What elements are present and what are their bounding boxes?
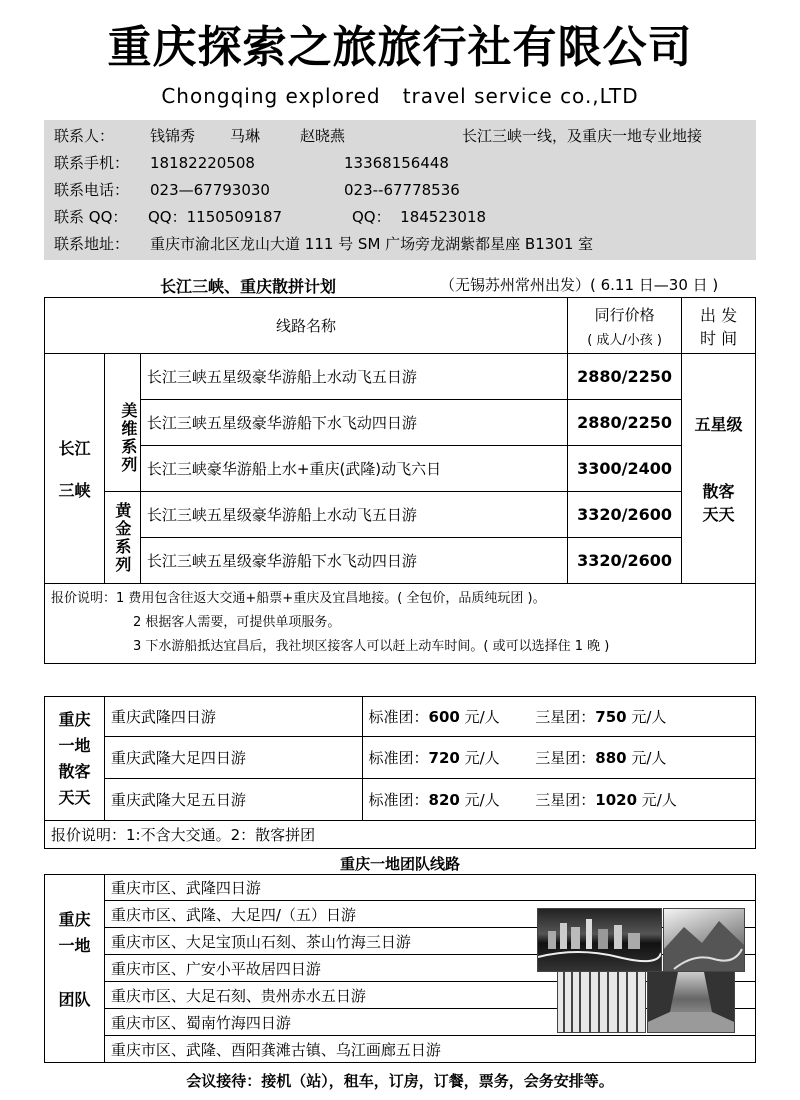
unit: 元/人 <box>459 791 500 809</box>
unit: 元/人 <box>626 749 667 767</box>
city-night-photo <box>537 908 662 972</box>
unit: 元/人 <box>626 708 667 726</box>
star-label: 三星团： <box>535 708 596 726</box>
star-price: 880 <box>595 749 627 767</box>
mountain-icon <box>664 909 744 971</box>
city-skyline-icon <box>538 909 661 971</box>
footer-services: 会议接待：接机（站），租车，订房，订餐，票务，会务安排等。 <box>186 1072 614 1090</box>
contact-person-1: 钱锦秀 <box>150 127 196 145</box>
std-price: 600 <box>428 708 460 726</box>
std-label: 标准团： <box>368 791 429 809</box>
river-gorge-photo <box>647 971 735 1033</box>
list-item: 重庆市区、武隆、酉阳龚滩古镇、乌江画廊五日游 <box>104 1036 755 1063</box>
gorge-icon <box>648 972 734 1032</box>
contact-person-label: 联系人： <box>54 127 115 145</box>
contact-qq-label: 联系 QQ： <box>54 208 128 226</box>
note-2: 2 根据客人需要，可提供单项服务。 <box>133 615 341 630</box>
section2-note: 报价说明：1:不含大交通。2：散客拼团 <box>45 821 756 849</box>
unit: 元/人 <box>637 791 677 809</box>
list-item: 重庆市区、广安小平故居四日游 <box>104 955 755 982</box>
depart-daily: 散客 天天 <box>702 482 735 524</box>
list-item: 重庆市区、武隆四日游 <box>104 875 755 901</box>
contact-phone-2: 023--67778536 <box>344 181 460 199</box>
table-row-price: 3320/2600 <box>568 538 682 584</box>
col-route-header: 线路名称 <box>45 298 568 354</box>
bamboo-icon <box>558 972 645 1032</box>
section1-departure: （无锡苏州常州出发）( 6.11 日—30 日 ) <box>440 276 719 294</box>
company-title: 重庆探索之旅旅行社有限公司 <box>107 22 693 73</box>
contact-address-label: 联系地址： <box>54 235 130 253</box>
chongqing-scatter-table <box>44 696 756 849</box>
table-row-price: 3320/2600 <box>568 492 682 538</box>
col-price-title: 同行价格 <box>594 305 655 324</box>
star-label: 三星团： <box>535 749 596 767</box>
depart-cell <box>682 354 756 584</box>
depart-five-star: 五星级 <box>694 415 743 434</box>
contact-address: 重庆市渝北区龙山大道 111 号 SM 广场旁龙湖紫都星座 B1301 室 <box>150 235 594 253</box>
section1-notes <box>45 584 756 664</box>
contact-tagline: 长江三峡一线，及重庆一地专业地接 <box>462 127 703 145</box>
std-price: 720 <box>428 749 460 767</box>
contact-mobile-2: 13368156448 <box>344 154 449 172</box>
star-price: 750 <box>595 708 627 726</box>
table-row-price <box>362 779 755 821</box>
table-row-route: 重庆武隆大足四日游 <box>104 737 362 779</box>
table-row-price <box>362 737 755 779</box>
table-row-price: 3300/2400 <box>568 446 682 492</box>
contact-phone-label: 联系电话： <box>54 181 130 199</box>
region-chongqing-daily: 重庆 一地 散客 天天 <box>45 697 105 821</box>
col-price-sub: ( 成人/小孩 ) <box>587 332 662 348</box>
contact-person-3: 赵晓燕 <box>300 127 346 145</box>
std-label: 标准团： <box>368 708 429 726</box>
table-row-route: 长江三峡五星级豪华游船下水飞动四日游 <box>140 400 567 446</box>
table-row-route: 长江三峡五星级豪华游船上水动飞五日游 <box>140 492 567 538</box>
table-row-route: 长江三峡豪华游船上水+重庆(武隆)动飞六日 <box>140 446 567 492</box>
list-item: 重庆市区、大足石刻、贵州赤水五日游 <box>104 982 755 1009</box>
table-row-route: 长江三峡五星级豪华游船上水动飞五日游 <box>140 354 567 400</box>
company-subtitle: Chongqing explored travel service co.,LTD <box>161 84 639 108</box>
region-team <box>45 875 105 1063</box>
col-price-header <box>568 298 682 354</box>
col-depart-header: 出 发 时 间 <box>682 298 756 354</box>
table-row-route: 重庆武隆四日游 <box>104 697 362 737</box>
list-item: 重庆市区、武隆、大足四/（五）日游 <box>104 901 755 928</box>
table-row-price <box>362 697 755 737</box>
star-price: 1020 <box>595 791 638 809</box>
std-label: 标准团： <box>368 749 429 767</box>
region-team-bottom: 团队 <box>58 990 91 1009</box>
table-row-price: 2880/2250 <box>568 400 682 446</box>
table-row-route: 重庆武隆大足五日游 <box>104 779 362 821</box>
unit: 元/人 <box>459 749 500 767</box>
region-yangtze: 长江 三峡 <box>45 354 105 584</box>
contact-mobile-label: 联系手机： <box>54 154 130 172</box>
section1-heading: 长江三峡、重庆散拼计划 <box>160 277 337 296</box>
list-item: 重庆市区、大足宝顶山石刻、茶山竹海三日游 <box>104 928 755 955</box>
table-row-price: 2880/2250 <box>568 354 682 400</box>
yangtze-table <box>44 297 756 664</box>
list-item: 重庆市区、蜀南竹海四日游 <box>104 1009 755 1036</box>
note-3: 3 下水游船抵达宜昌后，我社坝区接客人可以赶上动车时间。( 或可以选择住 1 晚 ) <box>133 639 610 654</box>
note-1: 报价说明：1 费用包含往返大交通+船票+重庆及宜昌地接。( 全包价，品质纯玩团 )。 <box>51 591 546 606</box>
region-team-top: 重庆 一地 <box>58 910 91 955</box>
star-label: 三星团： <box>535 791 596 809</box>
unit: 元/人 <box>459 708 500 726</box>
series-meiwei: 美维系列 <box>104 354 140 492</box>
contact-qq-1: QQ：1150509187 <box>148 208 283 226</box>
mountain-road-photo <box>663 908 745 972</box>
contact-person-2: 马琳 <box>230 127 261 145</box>
std-price: 820 <box>428 791 460 809</box>
contact-qq-2: QQ： 184523018 <box>352 208 487 226</box>
table-row-route: 长江三峡五星级豪华游船下水飞动四日游 <box>140 538 567 584</box>
contact-mobile-1: 18182220508 <box>150 154 255 172</box>
bamboo-forest-photo <box>557 971 646 1033</box>
contact-box <box>44 120 756 260</box>
series-golden: 黄金系列 <box>104 492 140 584</box>
contact-phone-1: 023—67793030 <box>150 181 270 199</box>
section3-heading: 重庆一地团队线路 <box>339 855 460 873</box>
